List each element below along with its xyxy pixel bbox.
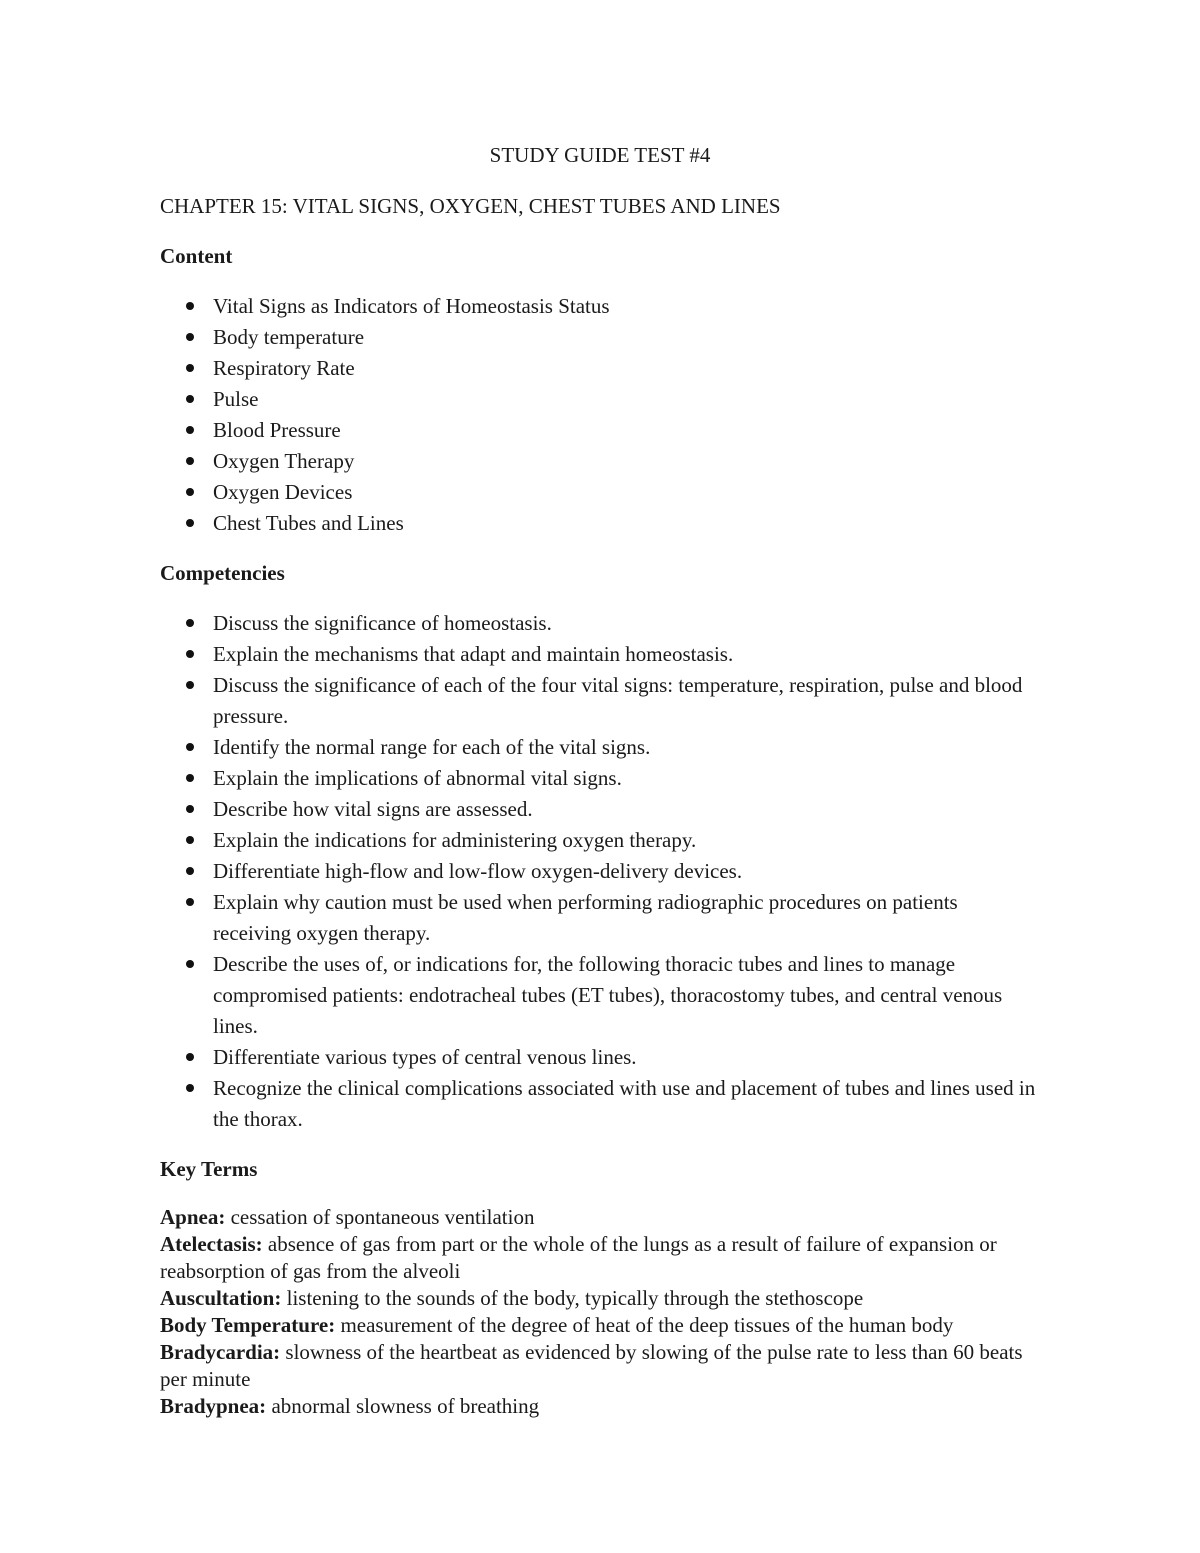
list-item: Differentiate high-flow and low-flow oxygen-delivery devices.	[160, 856, 1040, 887]
list-item: Vital Signs as Indicators of Homeostasis Status	[160, 291, 1040, 322]
list-item: Oxygen Devices	[160, 477, 1040, 508]
content-list	[160, 291, 1040, 539]
list-item: Explain the mechanisms that adapt and maintain homeostasis.	[160, 639, 1040, 670]
list-item: Recognize the clinical complications associated with use and placement of tubes and lines used in the thorax.	[160, 1073, 1040, 1135]
chapter-heading: CHAPTER 15: VITAL SIGNS, OXYGEN, CHEST TUBES AND LINES	[160, 194, 781, 218]
list-item: Oxygen Therapy	[160, 446, 1040, 477]
key-term-name: Auscultation:	[160, 1286, 282, 1310]
key-term-entry	[160, 1204, 1040, 1231]
key-term-definition: measurement of the degree of heat of the deep tissues of the human body	[340, 1313, 954, 1337]
content-heading: Content	[160, 244, 233, 268]
competencies-list	[160, 608, 1040, 1135]
key-term-name: Atelectasis:	[160, 1232, 263, 1256]
key-term-name: Bradypnea:	[160, 1394, 267, 1418]
list-item: Body temperature	[160, 322, 1040, 353]
key-term-entry	[160, 1231, 1040, 1285]
key-term-name: Bradycardia:	[160, 1340, 281, 1364]
list-item: Explain why caution must be used when performing radiographic procedures on patients receiving oxygen therapy.	[160, 887, 1040, 949]
list-item: Describe the uses of, or indications for, the following thoracic tubes and lines to manage compromised patients: endotracheal tubes (ET tubes), thoracostomy tubes, and central venous lines.	[160, 949, 1040, 1042]
list-item: Identify the normal range for each of the vital signs.	[160, 732, 1040, 763]
key-term-definition: slowness of the heartbeat as evidenced by slowing of the pulse rate to less than 60 beats per minute	[160, 1340, 1023, 1391]
list-item: Discuss the significance of homeostasis.	[160, 608, 1040, 639]
key-term-entry	[160, 1393, 1040, 1420]
list-item: Chest Tubes and Lines	[160, 508, 1040, 539]
document-title: STUDY GUIDE TEST #4	[489, 143, 711, 167]
key-term-entry	[160, 1312, 1040, 1339]
key-terms-heading: Key Terms	[160, 1157, 258, 1181]
key-term-name: Body Temperature:	[160, 1313, 336, 1337]
document-page	[160, 140, 1040, 1420]
list-item: Respiratory Rate	[160, 353, 1040, 384]
list-item: Discuss the significance of each of the four vital signs: temperature, respiration, pulse and blood pressure.	[160, 670, 1040, 732]
list-item: Differentiate various types of central venous lines.	[160, 1042, 1040, 1073]
key-term-entry	[160, 1339, 1040, 1393]
list-item: Explain the implications of abnormal vital signs.	[160, 763, 1040, 794]
list-item: Explain the indications for administering oxygen therapy.	[160, 825, 1040, 856]
list-item: Blood Pressure	[160, 415, 1040, 446]
key-term-definition: absence of gas from part or the whole of the lungs as a result of failure of expansion or reabsorption of gas from the alveoli	[160, 1232, 997, 1283]
key-term-definition: cessation of spontaneous ventilation	[230, 1205, 535, 1229]
list-item: Describe how vital signs are assessed.	[160, 794, 1040, 825]
competencies-heading: Competencies	[160, 561, 285, 585]
key-term-definition: abnormal slowness of breathing	[271, 1394, 540, 1418]
key-term-definition: listening to the sounds of the body, typically through the stethoscope	[286, 1286, 864, 1310]
key-term-entry	[160, 1285, 1040, 1312]
list-item: Pulse	[160, 384, 1040, 415]
key-terms-list	[160, 1204, 1040, 1420]
key-term-name: Apnea:	[160, 1205, 226, 1229]
